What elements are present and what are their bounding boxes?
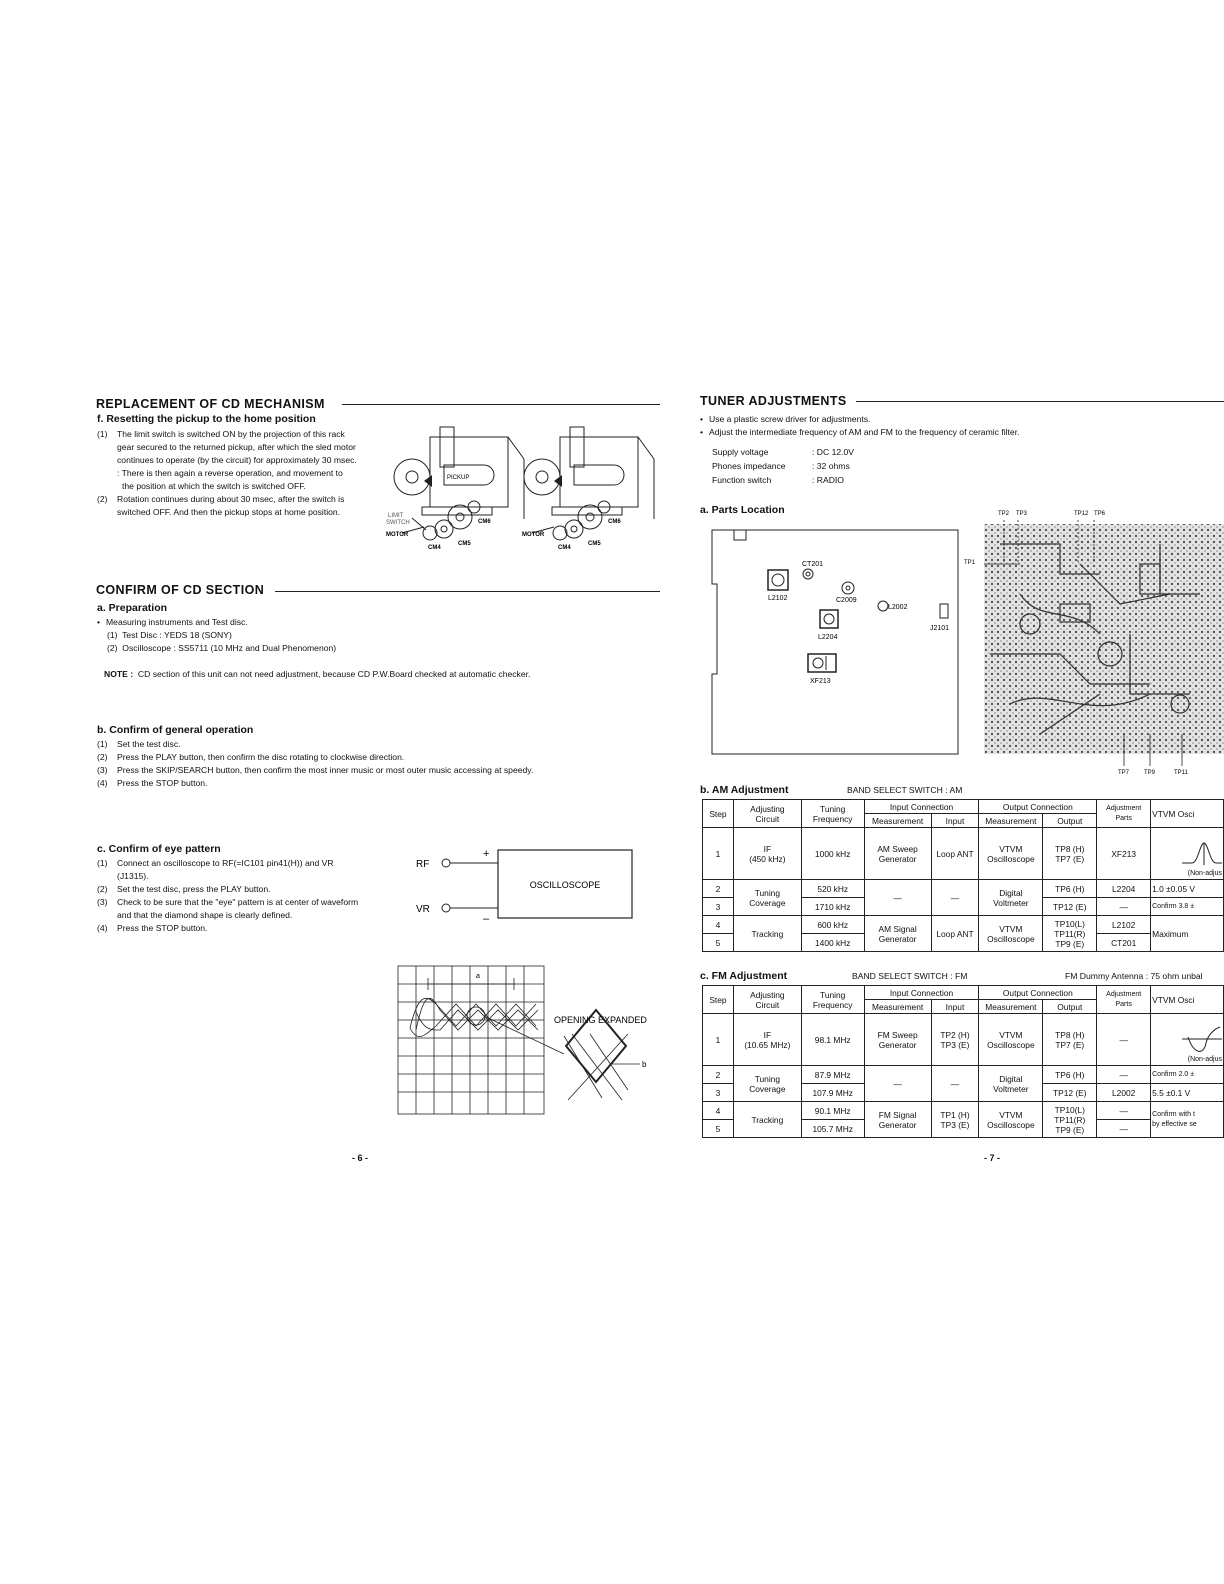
tp3-label: TP3 <box>1016 511 1028 517</box>
tp7-label: TP7 <box>1118 770 1130 776</box>
replacement-step: (2) Rotation continues during about 30 msec, after the switch is switched OFF. And then the pickup stops at home position. <box>97 494 345 517</box>
l2002-label: L2002 <box>888 604 908 611</box>
preparation-title: a. Preparation <box>97 602 168 614</box>
am-row-4: 4 Tracking 600 kHz AM Signal Generator Loop ANT VTVM Oscilloscope TP10(L) TP11(R) TP9 (E) L2102 Maximum <box>703 916 1224 934</box>
minus-sign: – <box>483 913 490 922</box>
eye-list: (1) Connect an oscilloscope to RF(=IC101 pin41(H)) and VR (J1315). (2) Set the test disc, press the PLAY button. (3) Check to be sure that the "eye" pattern is at center of waveform and that the diamond shape is clearly defined. (4) Press the STOP button. <box>97 858 359 933</box>
am-row-2: 2 Tuning Coverage 520 kHz — — Digital Voltmeter TP6 (H) L2204 1.0 ±0.05 V <box>703 880 1224 898</box>
fm-row-3: 3 107.9 MHz TP12 (E) L2002 5.5 ±0.1 V <box>703 1084 1224 1102</box>
pickup-label: PICKUP <box>447 475 470 481</box>
eye-title: c. Confirm of eye pattern <box>97 843 221 855</box>
tuner-bullets: • Use a plastic screw driver for adjustments. • Adjust the intermediate frequency of AM and FM to the frequency of ceramic filter. <box>700 413 1220 439</box>
fm-dummy-antenna: FM Dummy Antenna : 75 ohm unbal <box>1065 971 1203 981</box>
am-adjustment-table: Step Adjusting Circuit Tuning Frequency Input Connection Output Connection Adjustment Parts VTVM Osci Measurement Input Measurement Output 1 IF (450 kHz) 1000 kHz AM Sweep Generator Loop ANT VTVM Oscilloscope TP8 (H) TP7 (E) XF213 (Non-adjus 2 Tuning Coverage 520 kHz — — Digital Voltmeter TP6 (H) L2204 1.0 ±0.05 V 3 1710 kHz TP12 (E) — Confirm 3.8 ± 4 Tracking 600 kHz AM Signal Generator Loop ANT VTVM Oscilloscope TP10(L) TP11(R) TP9 (E) L2102 Maximum 5 1400 kHz CT201 <box>702 799 1224 952</box>
rf-label: RF <box>416 859 430 870</box>
am-row-5: 5 1400 kHz CT201 <box>703 934 1224 952</box>
waveform-icon <box>1182 841 1222 867</box>
fm-row-5: 5 105.7 MHz — <box>703 1120 1224 1138</box>
opening-expanded-label: OPENING EXPANDED <box>554 1015 647 1025</box>
cm5-label: CM5 <box>458 541 471 547</box>
section-rule <box>342 404 660 405</box>
ct201-label: CT201 <box>802 561 824 568</box>
page-number-right: - 7 - <box>984 1153 1001 1163</box>
fm-row-2: 2 Tuning Coverage 87.9 MHz — — Digital Voltmeter TP6 (H) — Confirm 2.0 ± <box>703 1066 1224 1084</box>
switch-label: SWITCH <box>386 520 410 526</box>
cm4-label: CM4 <box>558 545 571 551</box>
fm-adjustment-table: Step Adjusting Circuit Tuning Frequency Input Connection Output Connection Adjustment Parts VTVM Osci Measurement Input Measurement Output 1 IF (10.65 MHz) 98.1 MHz FM Sweep Generator TP2 (H) TP3 (E) VTVM Oscilloscope TP8 (H) TP7 (E) — (Non-adjus 2 Tuning Coverage 87.9 MHz — — Digital Voltmeter TP6 (H) — Confirm 2.0 ± 3 107.9 MHz TP12 (E) L2002 5.5 ±0.1 V 4 Tracking 90.1 MHz FM Signal Generator TP1 (H) TP3 (E) VTVM Oscilloscope TP10(L) TP11(R) TP9 (E) — Confirm with t by effective se 5 105.7 MHz — <box>702 985 1224 1138</box>
oscilloscope-diagram <box>410 842 640 922</box>
tp6-label: TP6 <box>1094 511 1106 517</box>
pcb-photo <box>960 504 1224 776</box>
am-row-1: 1 IF (450 kHz) 1000 kHz AM Sweep Generator Loop ANT VTVM Oscilloscope TP8 (H) TP7 (E) XF213 (Non-adjus <box>703 828 1224 880</box>
page-number-left: - 6 - <box>352 1153 369 1163</box>
cm6-label: CM6 <box>608 519 621 525</box>
replacement-steps <box>97 428 397 519</box>
vr-label: VR <box>416 904 430 915</box>
am-band-select: BAND SELECT SWITCH : AM <box>847 785 963 795</box>
cd-mechanism-figure <box>382 425 664 565</box>
j2101-label: J2101 <box>930 625 950 632</box>
motor-label: MOTOR <box>386 532 409 538</box>
s-curve-icon <box>1182 1025 1222 1053</box>
am-title: b. AM Adjustment <box>700 784 789 796</box>
replacement-step: (1) The limit switch is switched ON by the projection of this rack gear secured to the returned pickup, after which the sled motor continues to operate (by the circuit) for approximately 30 msec. : There is then again a reverse operation, and movement to the position at which the switch is switched OFF. <box>97 429 357 491</box>
tp11-label: TP11 <box>1174 770 1188 776</box>
replacement-subtitle: f. Resetting the pickup to the home position <box>97 413 316 425</box>
tp9-label: TP9 <box>1144 770 1156 776</box>
note: NOTE : CD section of this unit can not need adjustment, because CD P.W.Board checked at automatic checker. <box>104 669 531 679</box>
tp1-label: TP1 <box>964 560 976 566</box>
tuner-title: TUNER ADJUSTMENTS <box>700 394 847 408</box>
cm5-label: CM5 <box>588 541 601 547</box>
plus-sign: + <box>483 848 490 860</box>
motor-label: MOTOR <box>522 532 545 538</box>
parts-title: a. Parts Location <box>700 504 785 516</box>
fm-row-4: 4 Tracking 90.1 MHz FM Signal Generator TP1 (H) TP3 (E) VTVM Oscilloscope TP10(L) TP11(R) TP9 (E) — Confirm with t by effective se <box>703 1102 1224 1120</box>
section-rule <box>856 401 1224 402</box>
eye-b-label: b <box>642 1060 647 1069</box>
confirm-title: CONFIRM OF CD SECTION <box>96 583 265 597</box>
general-title: b. Confirm of general operation <box>97 724 254 736</box>
parts-location-board <box>708 526 962 758</box>
cm4-label: CM4 <box>428 545 441 551</box>
fm-row-1: 1 IF (10.65 MHz) 98.1 MHz FM Sweep Generator TP2 (H) TP3 (E) VTVM Oscilloscope TP8 (H) TP7 (E) — (Non-adjus <box>703 1014 1224 1066</box>
tp2-label: TP2 <box>998 511 1010 517</box>
general-list: (1) Set the test disc. (2) Press the PLAY button, then confirm the disc rotating to clockwise direction. (3) Press the SKIP/SEARCH button, then confirm the most inner music or most outer music accessing at speedy. (4) Press the STOP button. <box>97 739 534 788</box>
c2009-label: C2009 <box>836 597 857 604</box>
tp12-label: TP12 <box>1074 511 1089 517</box>
replacement-title: REPLACEMENT OF CD MECHANISM <box>96 397 325 411</box>
cm6-label: CM6 <box>478 519 491 525</box>
eye-a-label: a <box>476 973 480 980</box>
xf213-label: XF213 <box>810 678 831 685</box>
fm-band-select: BAND SELECT SWITCH : FM <box>852 971 968 981</box>
l2204-label: L2204 <box>818 634 838 641</box>
l2102-label: L2102 <box>768 595 788 602</box>
limit-label: LIMIT <box>388 513 404 519</box>
eye-pattern-figure <box>396 964 666 1116</box>
am-row-3: 3 1710 kHz TP12 (E) — Confirm 3.8 ± <box>703 898 1224 916</box>
fm-title: c. FM Adjustment <box>700 970 788 982</box>
preparation-list: • Measuring instruments and Test disc. (1) Test Disc : YEDS 18 (SONY) (2) Oscilloscope : SS5711 (10 MHz and Dual Phenomenon) <box>97 616 657 655</box>
oscilloscope-box-label: OSCILLOSCOPE <box>529 880 601 890</box>
spec-list: Supply voltage : DC 12.0V Phones impedance : 32 ohms Function switch : RADIO <box>712 447 855 485</box>
section-rule <box>275 591 660 592</box>
